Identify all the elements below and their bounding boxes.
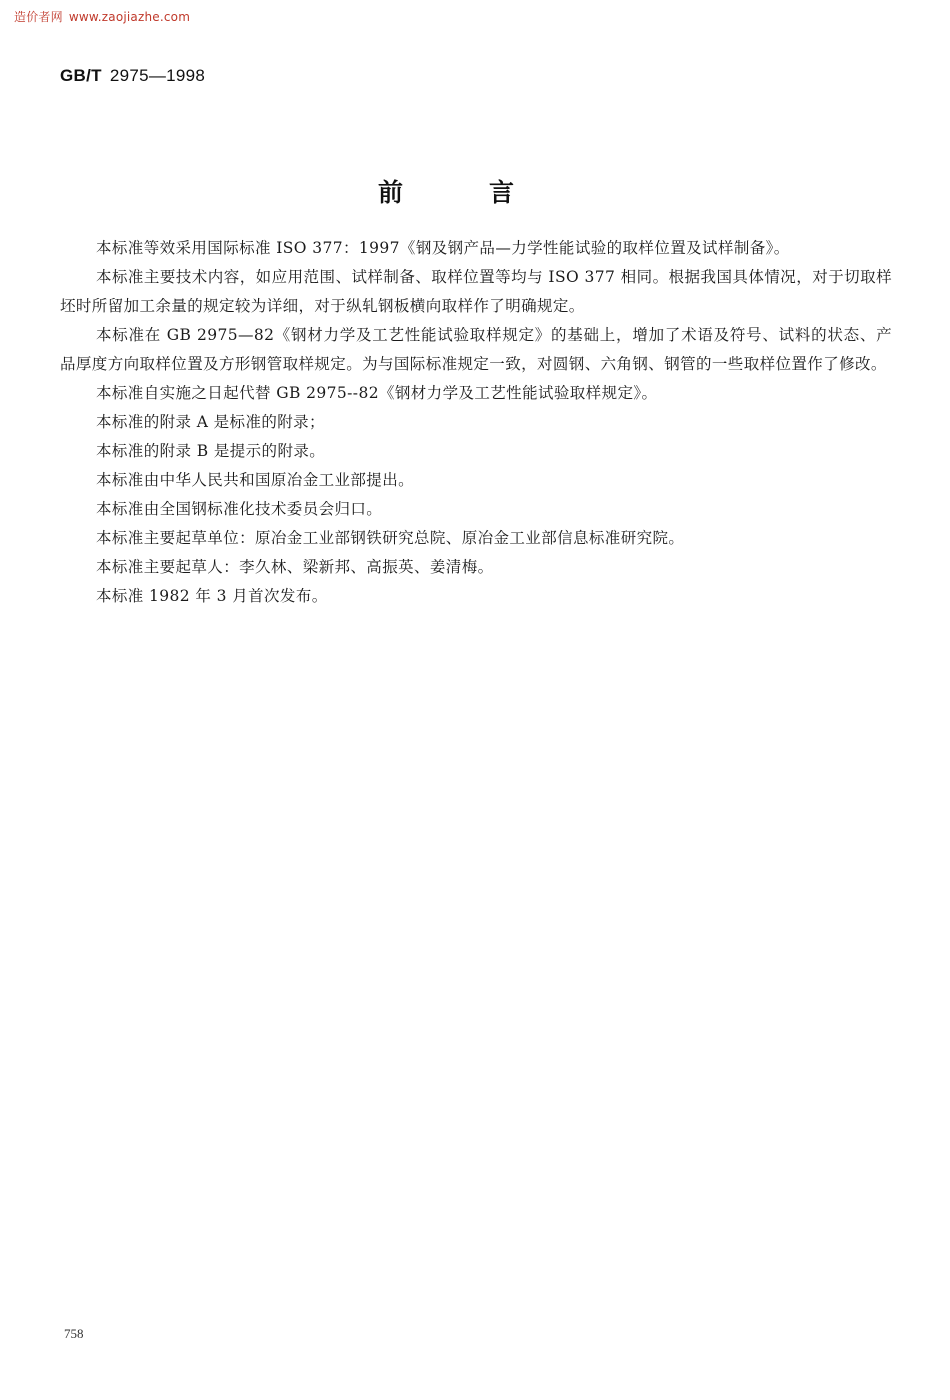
paragraph: 本标准主要起草人：李久林、梁新邦、高振英、姜清梅。 bbox=[96, 558, 494, 576]
standard-code bbox=[60, 66, 205, 86]
paragraph: 本标准 1982 年 3 月首次发布。 bbox=[96, 587, 328, 605]
paragraph: 本标准的附录 B 是提示的附录。 bbox=[96, 442, 326, 460]
paragraph: 本标准由中华人民共和国原冶金工业部提出。 bbox=[96, 471, 415, 489]
watermark-url[interactable]: www.zaojiazhe.com bbox=[68, 10, 191, 24]
paragraph: 本标准在 GB 2975—82《钢材力学及工艺性能试验取样规定》的基础上，增加了术语及符号、试料的状态、产品厚度方向取样位置及方形钢管取样规定。为与国际标准规定一致，对圆钢、六角钢、钢管的一些取样位置作了修改。 bbox=[60, 326, 892, 373]
watermark-site-name: 造价者网 bbox=[14, 10, 63, 24]
paragraph: 本标准主要技术内容，如应用范围、试样制备、取样位置等均与 ISO 377 相同。根据我国具体情况，对于切取样坯时所留加工余量的规定较为详细，对于纵轧钢板横向取样作了明确规定。 bbox=[60, 268, 892, 315]
watermark bbox=[14, 8, 190, 25]
standard-code-number: 2975—1998 bbox=[109, 66, 206, 85]
standard-code-prefix: GB/T bbox=[60, 66, 102, 85]
page-title: 前言 bbox=[377, 178, 600, 207]
page-number: 758 bbox=[64, 1326, 84, 1341]
document-body bbox=[60, 234, 892, 611]
paragraph: 本标准自实施之日起代替 GB 2975--82《钢材力学及工艺性能试验取样规定》。 bbox=[96, 384, 658, 402]
paragraph: 本标准由全国钢标准化技术委员会归口。 bbox=[96, 500, 383, 518]
paragraph: 本标准主要起草单位：原冶金工业部钢铁研究总院、原冶金工业部信息标准研究院。 bbox=[96, 529, 685, 547]
paragraph: 本标准的附录 A 是标准的附录； bbox=[96, 413, 325, 431]
paragraph: 本标准等效采用国际标准 ISO 377：1997《钢及钢产品—力学性能试验的取样位置及试样制备》。 bbox=[96, 239, 790, 257]
